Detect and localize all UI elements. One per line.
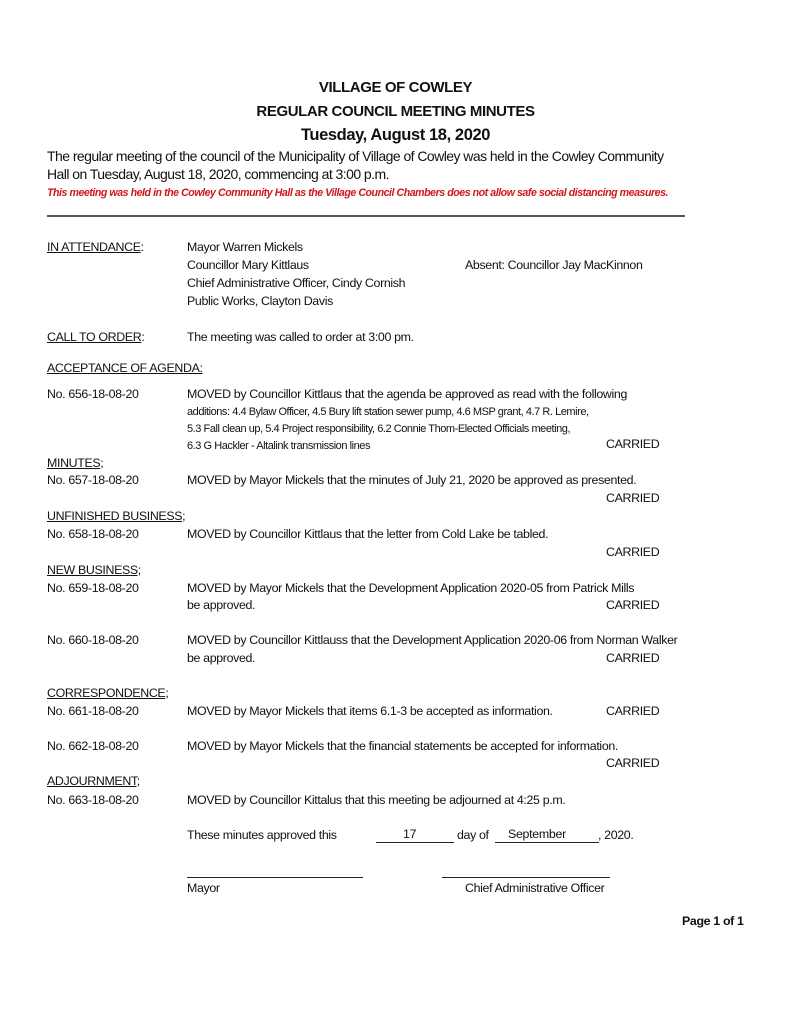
motion-result: CARRIED: [606, 704, 660, 718]
section-heading-new-business: NEW BUSINESS;: [47, 563, 141, 577]
meeting-date: Tuesday, August 18, 2020: [300, 126, 491, 144]
motion-text: 5.3 Fall clean up, 5.4 Project responsibility, 6.2 Connie Thom-Elected Officials meeting,: [187, 423, 571, 435]
motion-text: MOVED by Mayor Mickels that the financial statements be accepted for information.: [187, 739, 618, 753]
document-title: REGULAR COUNCIL MEETING MINUTES: [256, 103, 535, 120]
motion-text: MOVED by Mayor Mickels that the minutes of July 21, 2020 be approved as presented.: [187, 473, 637, 487]
motion-text: MOVED by Councillor Kittlaus that the letter from Cold Lake be tabled.: [187, 527, 549, 541]
motion-text: be approved.: [187, 598, 256, 612]
motion-number: No. 660-18-08-20: [47, 633, 139, 647]
approval-year: , 2020.: [598, 828, 634, 842]
cao-signature-label: Chief Administrative Officer: [465, 881, 605, 895]
distancing-notice: This meeting was held in the Cowley Community Hall as the Village Council Chambers does not allow safe social distancing measures.: [47, 187, 669, 199]
call-to-order-label: [47, 329, 144, 345]
page-number: Page 1 of 1: [682, 914, 744, 928]
call-to-order-colon: :: [141, 330, 145, 344]
approval-month: September: [508, 827, 566, 841]
approval-day-of: day of: [457, 828, 489, 842]
motion-text: MOVED by Councillor Kittlaus that the agenda be approved as read with the following: [187, 387, 627, 401]
approval-day: 17: [403, 827, 417, 841]
section-heading-correspondence: CORRESPONDENCE;: [47, 686, 169, 700]
motion-text: MOVED by Councillor Kittlauss that the Development Application 2020-06 from Norman Walker: [187, 633, 678, 647]
cao-signature-line[interactable]: [442, 877, 610, 878]
approval-month-underline: [495, 842, 599, 843]
motion-text: be approved.: [187, 651, 256, 665]
section-heading-minutes: MINUTES;: [47, 456, 104, 470]
motion-number: No. 656-18-08-20: [47, 387, 139, 401]
call-to-order-text: The meeting was called to order at 3:00 pm.: [187, 330, 414, 344]
approval-prefix: These minutes approved this: [187, 828, 337, 842]
section-heading-adjournment: ADJOURNMENT;: [47, 774, 140, 788]
motion-result: CARRIED: [606, 598, 660, 612]
motion-text: MOVED by Councillor Kittalus that this meeting be adjourned at 4:25 p.m.: [187, 793, 566, 807]
motion-number: No. 663-18-08-20: [47, 793, 139, 807]
motion-result: CARRIED: [606, 756, 660, 770]
attendee: Public Works, Clayton Davis: [187, 294, 333, 308]
org-title: VILLAGE OF COWLEY: [318, 79, 473, 96]
section-heading-unfinished-business: UNFINISHED BUSINESS;: [47, 509, 186, 523]
attendance-label: [47, 239, 144, 255]
motion-number: No. 662-18-08-20: [47, 739, 139, 753]
motion-result: CARRIED: [606, 651, 660, 665]
motion-number: No. 657-18-08-20: [47, 473, 139, 487]
approval-day-underline: [376, 842, 454, 843]
motion-number: No. 659-18-08-20: [47, 581, 139, 595]
motion-result: CARRIED: [606, 491, 660, 505]
motion-number: No. 661-18-08-20: [47, 704, 139, 718]
attendee: Mayor Warren Mickels: [187, 240, 303, 254]
mayor-signature-label: Mayor: [187, 881, 220, 895]
call-to-order-heading: CALL TO ORDER: [47, 330, 142, 344]
attendee: Councillor Mary Kittlaus: [187, 258, 309, 272]
motion-result: CARRIED: [606, 545, 660, 559]
motion-text: MOVED by Mayor Mickels that items 6.1-3 be accepted as information.: [187, 704, 553, 718]
section-heading-agenda: ACCEPTANCE OF AGENDA:: [47, 361, 203, 375]
intro-line-2: Hall on Tuesday, August 18, 2020, commencing at 3:00 p.m.: [47, 166, 389, 182]
attendance-colon: :: [140, 240, 144, 254]
motion-text: 6.3 G Hackler - Altalink transmission lines: [187, 440, 371, 452]
attendance-heading: IN ATTENDANCE: [47, 240, 141, 254]
motion-text: MOVED by Mayor Mickels that the Development Application 2020-05 from Patrick Mills: [187, 581, 635, 595]
mayor-signature-line[interactable]: [187, 877, 363, 878]
motion-result: CARRIED: [606, 437, 660, 451]
motion-text: additions: 4.4 Bylaw Officer, 4.5 Bury lift station sewer pump, 4.6 MSP grant, 4.7 R. Lemire,: [187, 406, 589, 418]
motion-number: No. 658-18-08-20: [47, 527, 139, 541]
attendee: Chief Administrative Officer, Cindy Cornish: [187, 276, 406, 290]
intro-line-1: The regular meeting of the council of the Municipality of Village of Cowley was held in the Cowley Community: [47, 148, 664, 164]
absent-attendee: Absent: Councillor Jay MacKinnon: [465, 258, 643, 272]
header-divider: [47, 215, 685, 217]
